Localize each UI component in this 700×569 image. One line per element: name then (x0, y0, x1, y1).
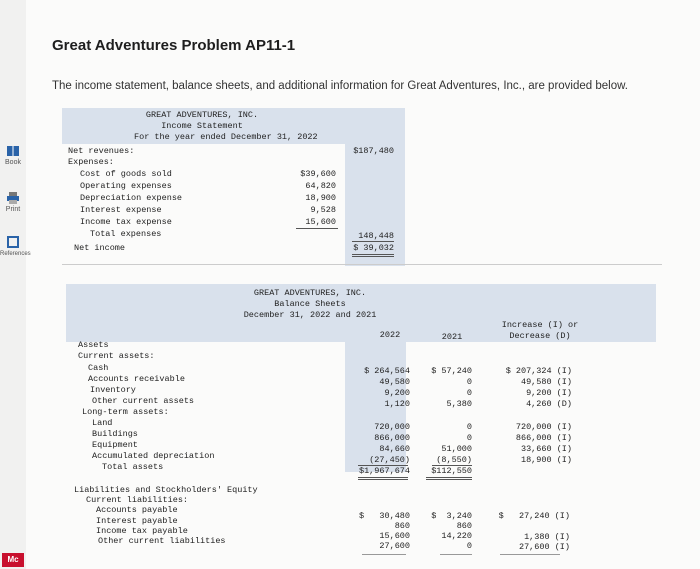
double-underline (426, 477, 472, 478)
row-label: Buildings (92, 429, 138, 439)
value-2021: (8,550) (436, 455, 472, 465)
net-revenues-label: Net revenues: (68, 146, 135, 156)
value-change: 9,200 (I) (526, 388, 572, 398)
row-label: Accumulated depreciation (92, 451, 215, 461)
income-statement-title: Income Statement (161, 121, 243, 131)
double-underline (358, 477, 408, 478)
double-underline (352, 256, 394, 257)
value-2021: 0 (466, 433, 472, 443)
value-2022: 720,000 (374, 422, 410, 432)
total-expenses-label: Total expenses (90, 229, 162, 239)
value-change: 49,580 (I) (520, 377, 572, 387)
sidebar-item-label: Print (5, 206, 21, 213)
row-label: Inventory (90, 385, 136, 395)
expense-value: 64,820 (305, 181, 336, 191)
expense-label: Cost of goods sold (80, 169, 172, 179)
value-2021: 14,220 (441, 531, 472, 541)
mcgraw-hill-badge: Mc (2, 553, 24, 567)
value-2021: 0 (466, 422, 472, 432)
value-2022: 84,660 (379, 444, 410, 454)
row-label: Accounts payable (96, 505, 178, 515)
book-icon (6, 145, 20, 157)
row-label: Other current liabilities (98, 536, 226, 546)
value-2022: 49,580 (379, 377, 410, 387)
long-term-assets-label: Long-term assets: (82, 407, 169, 417)
value-change: 33,660 (I) (520, 444, 572, 454)
value-change: 4,260 (D) (526, 399, 572, 409)
balance-sheet-title: Balance Sheets (274, 299, 346, 309)
sidebar-item-label: References (0, 251, 31, 257)
income-period: For the year ended December 31, 2022 (134, 132, 318, 142)
underline (440, 554, 472, 555)
value-2022: $ 30,480 (358, 511, 410, 521)
value-2022: 866,000 (374, 433, 410, 443)
value-2022: 9,200 (384, 388, 410, 398)
expense-label: Operating expenses (80, 181, 172, 191)
section-divider (62, 264, 662, 265)
underline (352, 241, 394, 242)
value-2021: 5,380 (446, 399, 472, 409)
value-2022: 1,120 (384, 399, 410, 409)
total-assets-label: Total assets (102, 462, 164, 472)
intro-text: The income statement, balance sheets, and additional information for Great Adventures, Inc., are provided below. (52, 80, 628, 92)
value-change: 27,600 (I) (518, 542, 570, 552)
row-label: Cash (88, 363, 109, 373)
total-assets-2022: $1,967,674 (358, 466, 410, 476)
value-2021: 51,000 (441, 444, 472, 454)
value-2022: $ 264,564 (364, 366, 410, 376)
column-header-change: Decrease (D) (509, 331, 571, 341)
expense-value: 9,528 (310, 205, 336, 215)
column-header-2021: 2021 (441, 332, 463, 342)
underline (362, 554, 406, 555)
value-change: 1,380 (I) (524, 532, 570, 542)
current-liabilities-label: Current liabilities: (86, 495, 189, 505)
expense-value: 15,600 (305, 217, 336, 227)
expense-label: Depreciation expense (80, 193, 183, 203)
value-2022: 860 (394, 521, 410, 531)
balance-dates: December 31, 2022 and 2021 (243, 310, 377, 320)
value-2022: (27,450) (369, 455, 410, 465)
value-2021: 860 (456, 521, 472, 531)
column-header-change: Increase (I) or (501, 320, 579, 330)
row-label: Accounts receivable (88, 374, 185, 384)
row-label: Other current assets (92, 396, 195, 406)
row-label: Land (92, 418, 113, 428)
expense-label: Interest expense (80, 205, 162, 215)
value-change: 866,000 (I) (515, 433, 572, 443)
expense-value: 18,900 (305, 193, 336, 203)
underline (500, 554, 560, 555)
value-change: 18,900 (I) (520, 455, 572, 465)
value-2021: $ 3,240 (431, 511, 472, 521)
net-revenues-value: $187,480 (353, 146, 394, 156)
income-company-name: GREAT ADVENTURES, INC. (145, 110, 259, 120)
liabilities-equity-label: Liabilities and Stockholders' Equity (74, 485, 258, 495)
assets-label: Assets (78, 340, 109, 350)
sidebar-item-references[interactable] (0, 236, 31, 257)
row-label: Equipment (92, 440, 138, 450)
sidebar-item-label: Book (5, 159, 21, 166)
value-change: $ 27,240 (I) (498, 511, 570, 521)
underline (296, 228, 338, 229)
balance-company-name: GREAT ADVENTURES, INC. (253, 288, 367, 298)
row-label: Income tax payable (96, 526, 188, 536)
value-2022: 27,600 (379, 541, 410, 551)
value-2022: 15,600 (379, 531, 410, 541)
total-expenses-value: 148,448 (358, 231, 394, 241)
row-label: Interest payable (96, 516, 178, 526)
left-sidebar (0, 0, 31, 569)
double-underline (358, 479, 408, 480)
sidebar-item-print[interactable] (0, 192, 26, 213)
value-change: 720,000 (I) (515, 422, 572, 432)
double-underline (352, 254, 394, 255)
sidebar-item-book[interactable] (0, 145, 26, 166)
value-change: $ 207,324 (I) (505, 366, 572, 376)
net-income-value: $ 39,032 (353, 243, 394, 253)
current-assets-label: Current assets: (78, 351, 155, 361)
expenses-label: Expenses: (68, 157, 114, 167)
column-header-2022: 2022 (379, 330, 401, 340)
total-assets-2021: $112,550 (431, 466, 472, 476)
expense-label: Income tax expense (80, 217, 172, 227)
value-2021: 0 (466, 541, 472, 551)
value-2021: 0 (466, 377, 472, 387)
value-2021: $ 57,240 (431, 366, 472, 376)
references-icon (6, 236, 20, 248)
print-icon (6, 192, 20, 204)
value-2021: 0 (466, 388, 472, 398)
net-income-label: Net income (74, 243, 126, 253)
double-underline (426, 479, 472, 480)
page-title: Great Adventures Problem AP11-1 (52, 37, 296, 54)
expense-value: $39,600 (300, 169, 336, 179)
